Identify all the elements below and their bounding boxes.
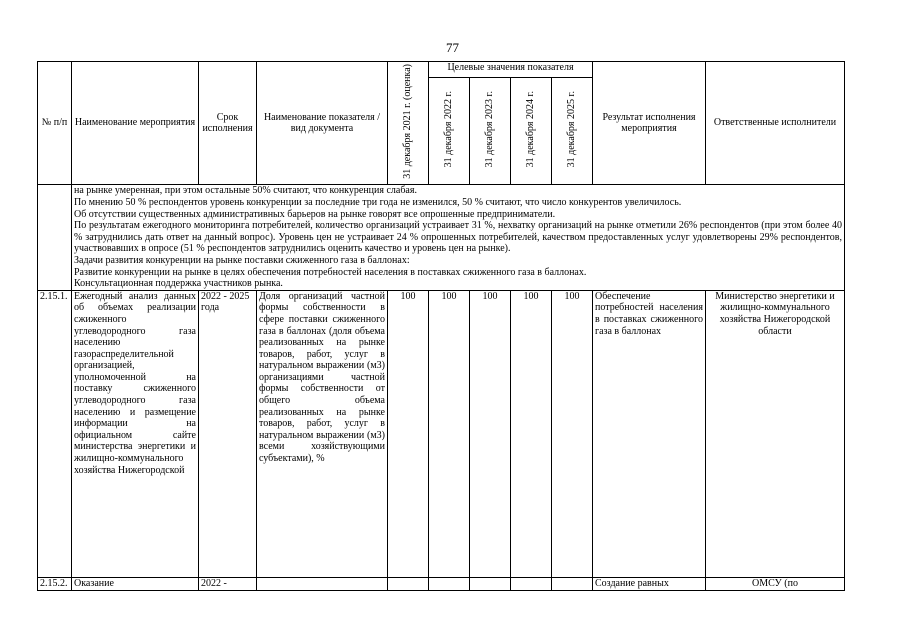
table-row bbox=[38, 290, 845, 577]
header-event-name: Наименование мероприятия bbox=[72, 62, 199, 185]
row-value-2023 bbox=[470, 577, 511, 590]
row-event: Оказание bbox=[72, 577, 199, 590]
page-number: 77 bbox=[446, 40, 459, 55]
table-row bbox=[38, 577, 845, 590]
header-year-2021: 31 декабря 2021 г. (оценка) bbox=[388, 62, 429, 185]
row-value-2021 bbox=[388, 577, 429, 590]
header-year-2022: 31 декабря 2022 г. bbox=[429, 78, 470, 185]
row-value-2024 bbox=[511, 577, 552, 590]
header-deadline: Срок исполнения bbox=[199, 62, 257, 185]
row-value-2021: 100 bbox=[388, 290, 429, 577]
market-description-text: на рынке умеренная, при этом остальные 50% считают, что конкуренция слабая. По мнению 50 % респондентов уровень конкуренции за последние три года не изменился, 50 % считают, что число конкурентов увеличилось. Об отсутствии существенных административных барьеров на рынке говорят все опрошенные предприниматели. По результатам ежегодного мониторинга потребителей, количество организаций устраивает 31 %, нехватку организаций на рынке отметили 26% респондентов (при этом более 40 % затруднились дать ответ на данный вопрос). Уровень цен не устраивает 24 % опрошенных потребителей, качеством предоставленных услуг удовлетворены 29% респондентов, участвовавших в опросе (51 % респондентов затруднились оценить качество и уровень цен на рынке). Задачи развития конкуренции на рынке поставки сжиженного газа в баллонах: Развитие конкуренции на рынке в целях обеспечения потребностей населения в поставках сжиженного газа в баллонах. Консультационная поддержка участников рынка. bbox=[72, 185, 845, 290]
row-value-2023: 100 bbox=[470, 290, 511, 577]
header-year-2024: 31 декабря 2024 г. bbox=[511, 78, 552, 185]
row-indicator: Доля организаций частной формы собственности в сфере поставки сжиженного газа в баллонах (доля объема реализованных на рынке товаров, работ, услуг в натуральном выражении (м3) организациями частной формы собственности от общего объема реализованных на рынке товаров, работ, услуг в натуральном выражении (м3) всеми хозяйствующими субъектами), % bbox=[257, 290, 388, 577]
header-result: Результат исполнения мероприятия bbox=[593, 62, 706, 185]
header-year-2023: 31 декабря 2023 г. bbox=[470, 78, 511, 185]
header-year-2025: 31 декабря 2025 г. bbox=[552, 78, 593, 185]
row-event: Ежегодный анализ данных об объемах реализации сжиженного углеводородного газа населению газораспределительной организацией, уполномоченной на поставку сжиженного углеводородного газа населению и размещение информации на официальном сайте министерства энергетики и жилищно-коммунального хозяйства Нижегородской bbox=[72, 290, 199, 577]
row-result: Создание равных bbox=[593, 577, 706, 590]
row-deadline: 2022 - bbox=[199, 577, 257, 590]
row-num: 2.15.2. bbox=[38, 577, 72, 590]
row-value-2025: 100 bbox=[552, 290, 593, 577]
row-indicator bbox=[257, 577, 388, 590]
header-num: № п/п bbox=[38, 62, 72, 185]
row-value-2024: 100 bbox=[511, 290, 552, 577]
row-executors: ОМСУ (по bbox=[706, 577, 845, 590]
measures-table bbox=[37, 61, 845, 591]
row-num: 2.15.1. bbox=[38, 290, 72, 577]
header-indicator-name: Наименование показателя / вид документа bbox=[257, 62, 388, 185]
row-result: Обеспечение потребностей населения в поставках сжиженного газа в баллонах bbox=[593, 290, 706, 577]
header-executors: Ответственные исполнители bbox=[706, 62, 845, 185]
row-executors: Министерство энергетики и жилищно-коммунального хозяйства Нижегородской области bbox=[706, 290, 845, 577]
row-value-2022: 100 bbox=[429, 290, 470, 577]
row-value-2022 bbox=[429, 577, 470, 590]
header-target-values: Целевые значения показателя bbox=[429, 62, 593, 78]
row-deadline: 2022 - 2025 года bbox=[199, 290, 257, 577]
row-value-2025 bbox=[552, 577, 593, 590]
